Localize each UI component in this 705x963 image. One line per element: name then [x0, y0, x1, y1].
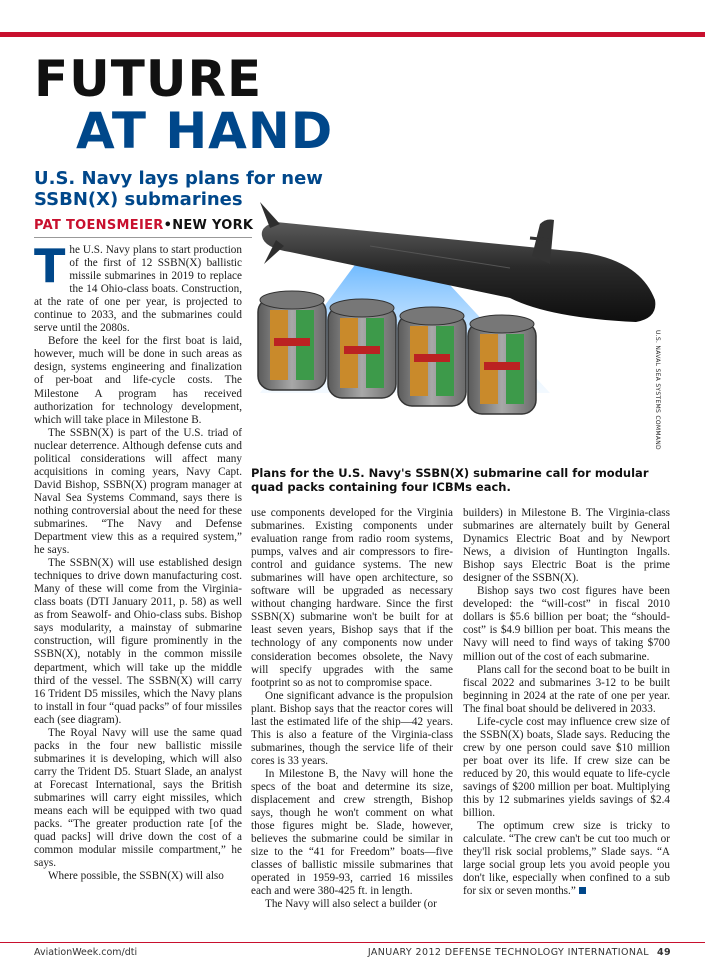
submarine-quad-pack-illustration	[250, 188, 660, 438]
byline-separator: •	[163, 218, 173, 233]
paragraph	[34, 239, 242, 335]
quad-pack-3	[398, 307, 466, 406]
byline	[34, 218, 253, 233]
footer-rule	[0, 942, 705, 943]
photo-credit: U.S. NAVAL SEA SYSTEMS COMMAND	[654, 330, 661, 450]
paragraph: builders) in Milestone B. The Virginia-class submarines are alternately built by General Dynamics Electric Boat and by Newport News, a division of Huntington Ingalls. Bishop says Electric Boat is the prime designer of the SSBN(X).	[463, 507, 670, 585]
paragraph	[463, 820, 670, 898]
paragraph: use components developed for the Virginia submarines. Existing components under evaluation range from radio room systems, pumps, valves and air compressors to fire-control and guidance systems. The new submarines will have open architecture, so software will be upgraded as necessary without changing hardware. Since the first SSBN(X) submarine won't be built for at least seven years, Bishop says that if the technology of any components now under consideration becomes obsolete, the Navy will specify upgrades with the same footprint so as not to compromise space.	[251, 507, 453, 689]
paragraph: Before the keel for the first boat is laid, however, much will be done in such areas as design, systems engineering and finalization of per-boat and life-cycle costs. The Milestone A program has received authorization for technology development, which will take place in Milestone B.	[34, 335, 242, 426]
paragraph: Life-cycle cost may influence crew size of the SSBN(X) boats, Slade says. Reducing the crew by one person could save $10 million per boat over its life. If crew size can be reduced by 20, this would equate to life-cycle savings of $200 million per boat. Multiplying this by 12 submarines yields savings of $2.4 billion.	[463, 715, 670, 820]
paragraph: Bishop says two cost figures have been developed: the “will-cost” in fiscal 2010 dollars is $5.6 billion per boat; the “should-cost” is $4.9 billion per boat. This means the Navy will need to find ways of taking $700 million out of the cost of each submarine.	[463, 585, 670, 663]
quad-pack-1	[258, 291, 326, 390]
quad-pack-2	[328, 299, 396, 398]
paragraph: Plans call for the second boat to be built in fiscal 2022 and submarines 3-12 to be built beginning in 2024 at the rate of one per year. The final boat should be delivered in 2033.	[463, 663, 670, 715]
page-number: 49	[656, 947, 671, 958]
paragraph: One significant advance is the propulsion plant. Bishop says that the reactor cores will last the estimated life of the ship—42 years. This is also a feature of the Virginia-class submarines, though the service life of their cores is 33 years.	[251, 689, 453, 767]
dateline-location: NEW YORK	[172, 218, 254, 233]
paragraph: In Milestone B, the Navy will hone the specs of the boat and determine its size, displacement and crew strength, Bishop says, though he won't comment on what those figures might be. Slade, however, believes the submarine could be similar in size to the “41 for Freedom” boats—five classes of ballistic missile submarines that operated in 1959-93, carried 16 missiles each and were 380-425 ft. in length.	[251, 767, 453, 898]
article-column-3	[463, 507, 670, 898]
footer-website-link[interactable]: AviationWeek.com/dti	[34, 947, 138, 958]
paragraph: The SSBN(X) will use established design techniques to drive down manufacturing cost. Many of these will come from the Virginia-class boats (DTI January 2011, p. 58) as well as from Seawolf- and Ohio-class subs. Bishop says modularity, a mainstay of submarine construction, will figure prominently in the SSBN(X), notably in the common missile department, which will take up the middle third of the vessel. The SSBN(X) will carry 16 Trident D5 missiles, which the Navy plans to install in four “quad packs” of four missiles each (see diagram).	[34, 557, 242, 726]
footer-publication-name: JANUARY 2012 DEFENSE TECHNOLOGY INTERNATIONAL	[367, 947, 649, 958]
headline-line-1: FUTURE	[34, 50, 263, 108]
footer-publication	[368, 947, 671, 958]
paragraph: Where possible, the SSBN(X) will also	[48, 870, 224, 883]
author-name: PAT TOENSMEIER	[34, 218, 164, 233]
article-column-1	[34, 239, 242, 883]
byline-rule	[34, 237, 252, 238]
paragraph: The Navy will also select a builder (or	[265, 898, 437, 911]
figure-caption: Plans for the U.S. Navy's SSBN(X) submarine call for modular quad packs containing four ICBMs each.	[251, 466, 649, 494]
paragraph-text: he U.S. Navy plans to start production of the first of 12 SSBN(X) ballistic missile submarines in 2019 to replace the 14 Ohio-class boats. Construction, at the rate of one per year, is projected to continue to 2033, and the submarines could serve until the 2080s.	[34, 244, 242, 335]
paragraph-text: The optimum crew size is tricky to calculate. “The crew can't be cut too much or they'll risk social problems,” Slade says. “A large social group lets you avoid people you don't like, especially when confined to a sub for six or seven months.”	[463, 820, 670, 898]
paragraph: The SSBN(X) is part of the U.S. triad of nuclear deterrence. Although defense cuts and political considerations will affect many acquisitions in coming years, Navy Capt. David Bishop, SSBN(X) program manager at Naval Sea Systems Command, says there is nothing controversial about the need for these submarines. “The Navy and Defense Department view this as a required system,” he says.	[34, 426, 242, 557]
article-column-2	[251, 507, 453, 911]
headline-line-2: AT HAND	[76, 102, 334, 160]
subheadline: U.S. Navy lays plans for new SSBN(X) submarines	[34, 168, 323, 210]
paragraph: The Royal Navy will use the same quad packs in the four new ballistic missile submarines it is developing, which will also carry the Trident D5. Stuart Slade, an analyst at Forecast International, says the British submarines will carry eight missiles, which means each will be equipped with two quad packs. “The greater production rate [of the quad packs] will drive down the cost of a common modular missile compartment,” he says.	[34, 726, 242, 870]
end-mark-icon	[579, 887, 586, 894]
quad-pack-4	[468, 315, 536, 414]
top-rule	[0, 32, 705, 37]
drop-cap: T	[34, 239, 66, 293]
